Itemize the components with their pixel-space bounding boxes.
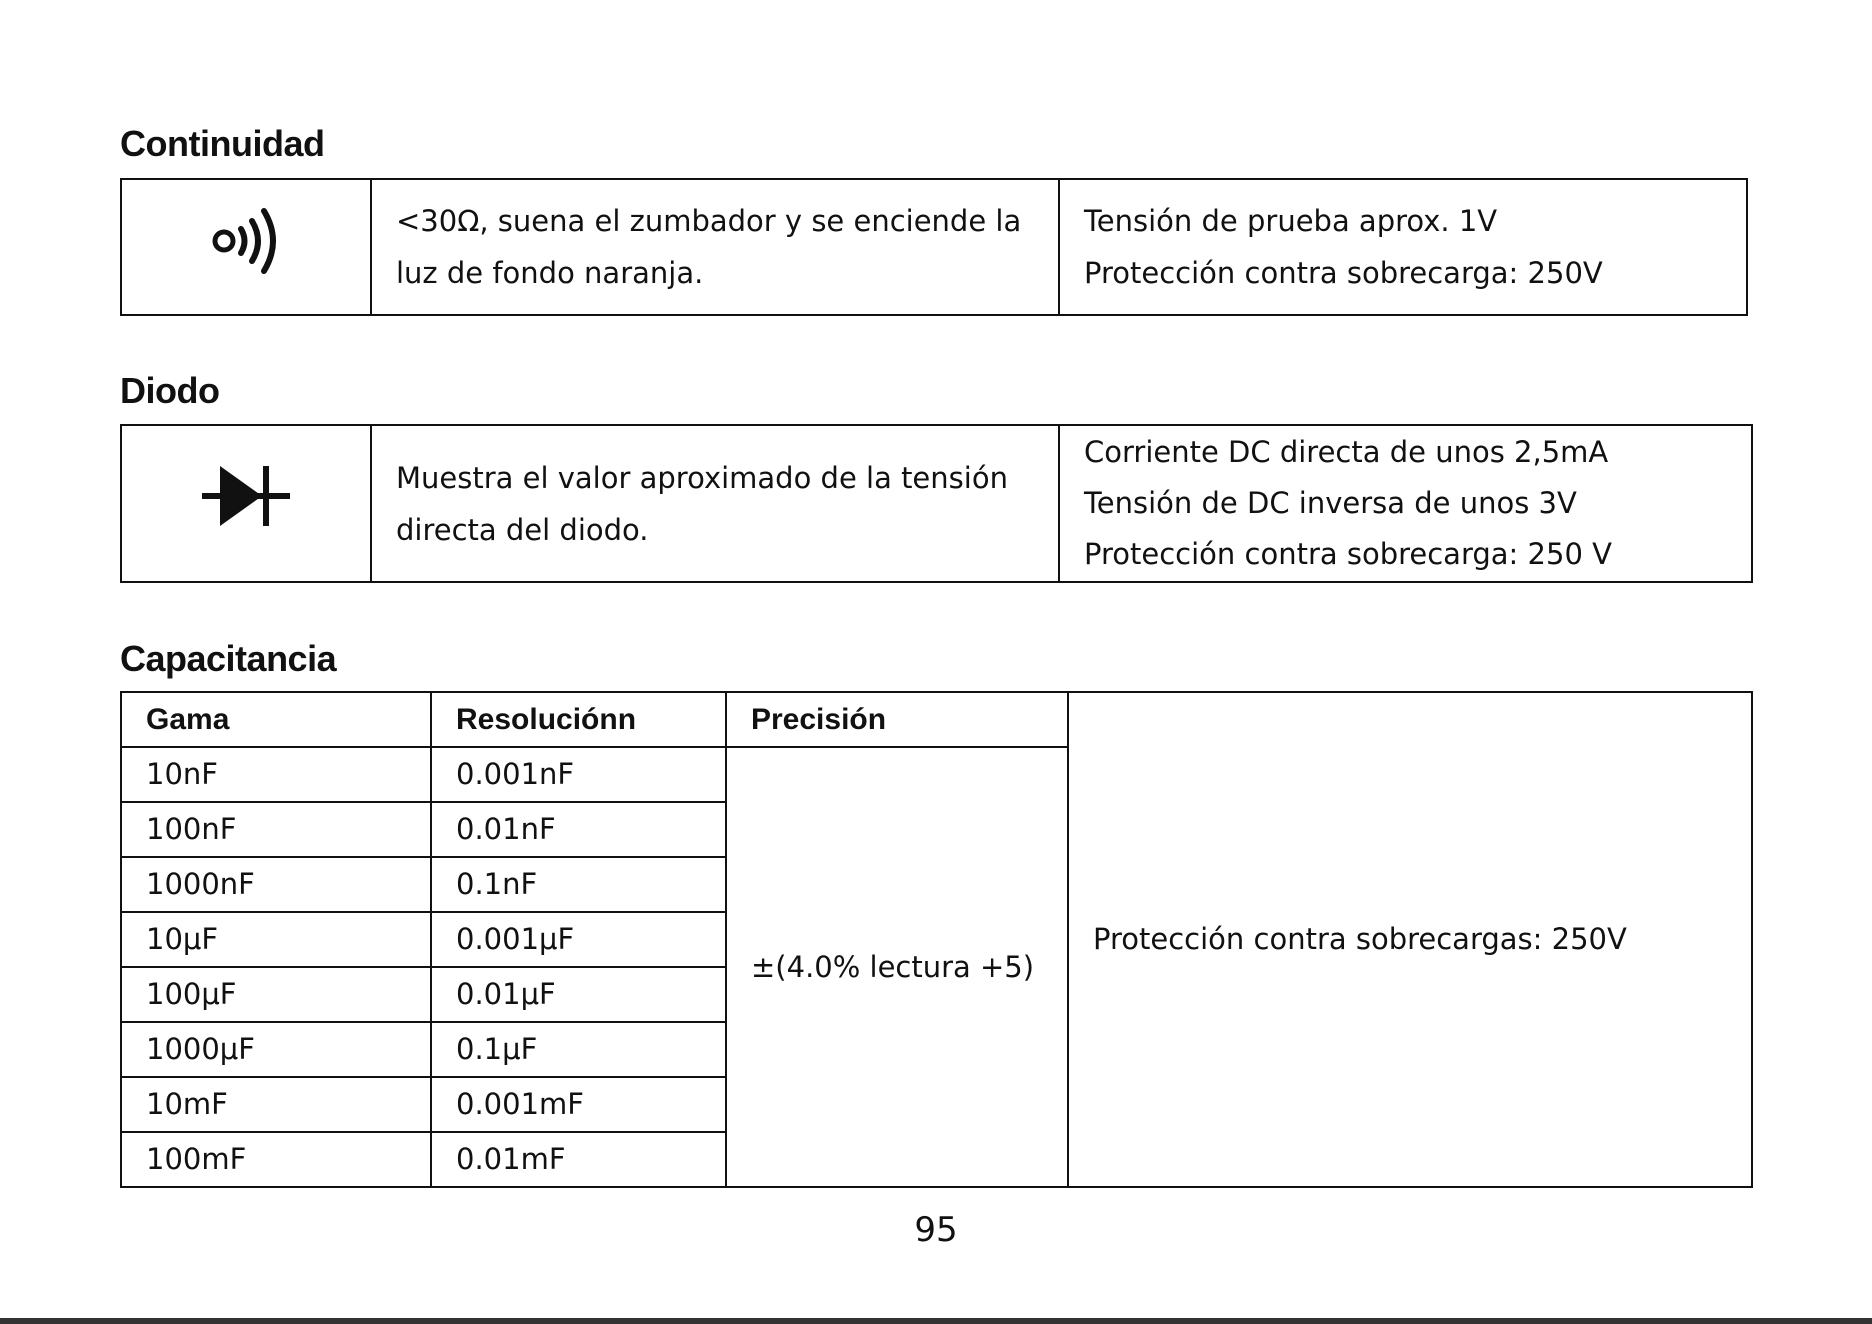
capacitance-protection: Protección contra sobrecargas: 250V	[1068, 692, 1752, 1187]
diode-spec-line: Protección contra sobrecarga: 250 V	[1084, 537, 1612, 571]
range-cell: 10μF	[121, 912, 431, 967]
capacitance-accuracy: ±(4.0% lectura +5)	[726, 747, 1068, 1187]
continuity-description	[371, 179, 1059, 315]
diode-specs	[1059, 425, 1752, 582]
range-cell: 10nF	[121, 747, 431, 802]
diode-icon	[196, 456, 296, 536]
diode-description-line: Muestra el valor aproximado de la tensión	[396, 460, 1008, 495]
continuity-spec-line: Tensión de prueba aprox. 1V	[1084, 204, 1498, 238]
resolution-cell: 0.1μF	[431, 1022, 726, 1077]
section-heading-capacitance: Capacitancia	[120, 638, 337, 679]
continuity-sound-icon	[196, 199, 296, 279]
resolution-cell: 0.001nF	[431, 747, 726, 802]
continuity-table	[120, 178, 1748, 316]
continuity-spec-line: Protección contra sobrecarga: 250V	[1084, 256, 1603, 290]
column-header-accuracy: Precisión	[726, 692, 1068, 747]
page-number: 95	[914, 1210, 958, 1250]
range-cell: 100nF	[121, 802, 431, 857]
range-cell: 1000nF	[121, 857, 431, 912]
diode-icon-cell	[121, 425, 371, 582]
continuity-description-line: luz de fondo naranja.	[396, 256, 704, 290]
range-cell: 1000μF	[121, 1022, 431, 1077]
resolution-cell: 0.001μF	[431, 912, 726, 967]
resolution-cell: 0.001mF	[431, 1077, 726, 1132]
section-heading-diode: Diodo	[120, 370, 220, 411]
continuity-specs	[1059, 179, 1747, 315]
range-cell: 100μF	[121, 967, 431, 1022]
continuity-icon-cell	[121, 179, 371, 315]
resolution-cell: 0.01mF	[431, 1132, 726, 1187]
section-heading-continuity: Continuidad	[120, 123, 325, 164]
diode-description	[371, 425, 1059, 582]
resolution-cell: 0.01μF	[431, 967, 726, 1022]
resolution-cell: 0.1nF	[431, 857, 726, 912]
bottom-rule	[0, 1318, 1872, 1324]
range-cell: 10mF	[121, 1077, 431, 1132]
column-header-range: Gama	[121, 692, 431, 747]
resolution-cell: 0.01nF	[431, 802, 726, 857]
range-cell: 100mF	[121, 1132, 431, 1187]
capacitance-table	[120, 691, 1753, 1188]
diode-spec-line: Corriente DC directa de unos 2,5mA	[1084, 435, 1609, 469]
diode-table	[120, 424, 1753, 583]
continuity-description-line: <30Ω, suena el zumbador y se enciende la	[396, 204, 1022, 238]
diode-spec-line: Tensión de DC inversa de unos 3V	[1084, 486, 1577, 520]
column-header-resolution: Resoluciónn	[431, 692, 726, 747]
diode-description-line: directa del diodo.	[396, 512, 649, 547]
